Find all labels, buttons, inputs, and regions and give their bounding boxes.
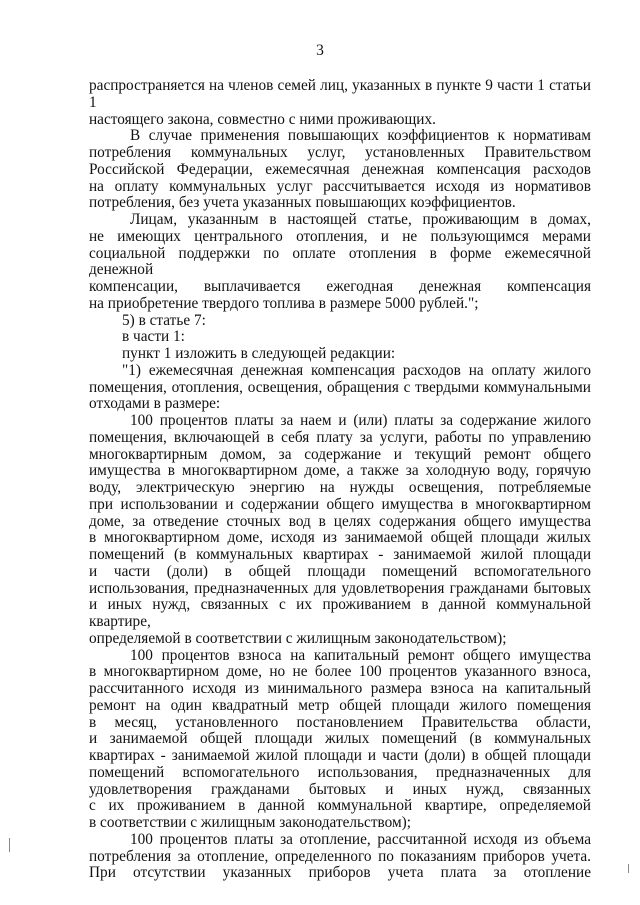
text-line: отходами в размере: — [89, 395, 221, 413]
text-line: имущества в многоквартирном доме, а также за холодную воду, горячую — [89, 462, 591, 480]
body-text — [89, 78, 591, 882]
text-line: помещения, отопления, освещения, обращения с твердыми коммунальными — [89, 378, 591, 396]
text-line: 100 процентов платы за наем и (или) платы за содержание жилого — [130, 412, 591, 429]
text-line: с их проживанием в данной коммунальной квартире, определяемой — [89, 797, 591, 815]
scan-mark-right — [628, 864, 629, 873]
text-line: воду, электрическую энергию на нужды освещения, потребляемые — [89, 479, 591, 496]
text-line: определяемой в соответствии с жилищным законодательством); — [89, 629, 507, 647]
text-line: рассчитанного исходя из минимального размера взноса на капитальный — [89, 680, 591, 697]
text-line: "1) ежемесячная денежная компенсация расходов на оплату жилого — [122, 361, 591, 379]
text-line: в многоквартирном доме, но не более 100 процентов указанного взноса, — [89, 663, 591, 681]
text-line: в месяц, установленного постановлением Правительства области, — [89, 713, 591, 731]
text-line: при использовании и содержании общего имущества в многоквартирном — [89, 495, 591, 513]
text-line: ремонт на один квадратный метр общей площади жилого помещения — [89, 696, 591, 714]
text-line: потребления за отопление, определенного по показаниям приборов учета. — [89, 847, 591, 865]
text-line: доме, за отведение сточных вод в целях содержания общего имущества — [89, 512, 591, 530]
text-line: 100 процентов платы за отопление, рассчитанной исходя из объема — [130, 830, 591, 848]
text-line: пункт 1 изложить в следующей редакции: — [122, 345, 396, 362]
text-line: При отсутствии указанных приборов учета плата за отопление — [89, 864, 591, 882]
text-line: потребления коммунальных услуг, установленных Правительством — [89, 144, 591, 161]
page-number: 3 — [316, 42, 324, 59]
text-line: помещения, включающей в себя плату за услуги, работы по управлению — [89, 428, 591, 446]
text-line: распространяется на членов семей лиц, указанных в пункте 9 части 1 статьи 1 — [89, 77, 591, 111]
text-line: 5) в статье 7: — [122, 311, 206, 329]
text-line: и занимаемой общей площади жилых помещений (в коммунальных — [89, 730, 591, 748]
text-line: Лицам, указанным в настоящей статье, проживающим в домах, — [130, 211, 591, 228]
text-line: многоквартирным домом, за содержание и текущий ремонт общего — [89, 445, 591, 463]
text-line: удовлетворения гражданами бытовых и иных нужд, связанных — [89, 780, 591, 798]
scan-mark-left — [9, 838, 10, 852]
text-line: Российской Федерации, ежемесячная денежная компенсация расходов — [89, 160, 591, 178]
text-line: В случае применения повышающих коэффициентов к нормативам — [130, 127, 591, 145]
text-line: на оплату коммунальных услуг рассчитывается исходя из нормативов — [89, 177, 591, 195]
text-line: на приобретение твердого топлива в размере 5000 рублей."; — [89, 294, 479, 312]
text-line: квартирах - занимаемой жилой площади и части (доли) в общей площади — [89, 747, 591, 764]
text-line: помещений (в коммунальных квартирах - занимаемой жилой площади — [89, 546, 591, 563]
text-line: потребления, без учета указанных повышающих коэффициентов. — [89, 194, 516, 212]
text-line: и иных нужд, связанных с их проживанием в данной коммунальной квартире, — [89, 596, 591, 630]
text-line: в соответствии с жилищным законодательством); — [89, 814, 412, 831]
text-line: настоящего закона, совместно с ними проживающих. — [89, 110, 436, 128]
text-line: социальной поддержки по оплате отопления в форме ежемесячной денежной — [89, 244, 591, 279]
text-line: компенсации, выплачивается ежегодная денежная компенсация — [89, 278, 591, 295]
text-line: в многоквартирном доме, исходя из занимаемой общей площади жилых — [89, 529, 591, 547]
text-line: 100 процентов взноса на капитальный ремонт общего имущества — [130, 646, 591, 664]
text-line: помещений вспомогательного использования, предназначенных для — [89, 763, 591, 781]
text-line: использования, предназначенных для удовлетворения гражданами бытовых — [89, 579, 591, 597]
text-line: не имеющих центрального отопления, и не пользующимся мерами — [89, 227, 591, 245]
text-line: и части (доли) в общей площади помещений вспомогательного — [89, 562, 591, 580]
text-line: в части 1: — [122, 328, 185, 346]
